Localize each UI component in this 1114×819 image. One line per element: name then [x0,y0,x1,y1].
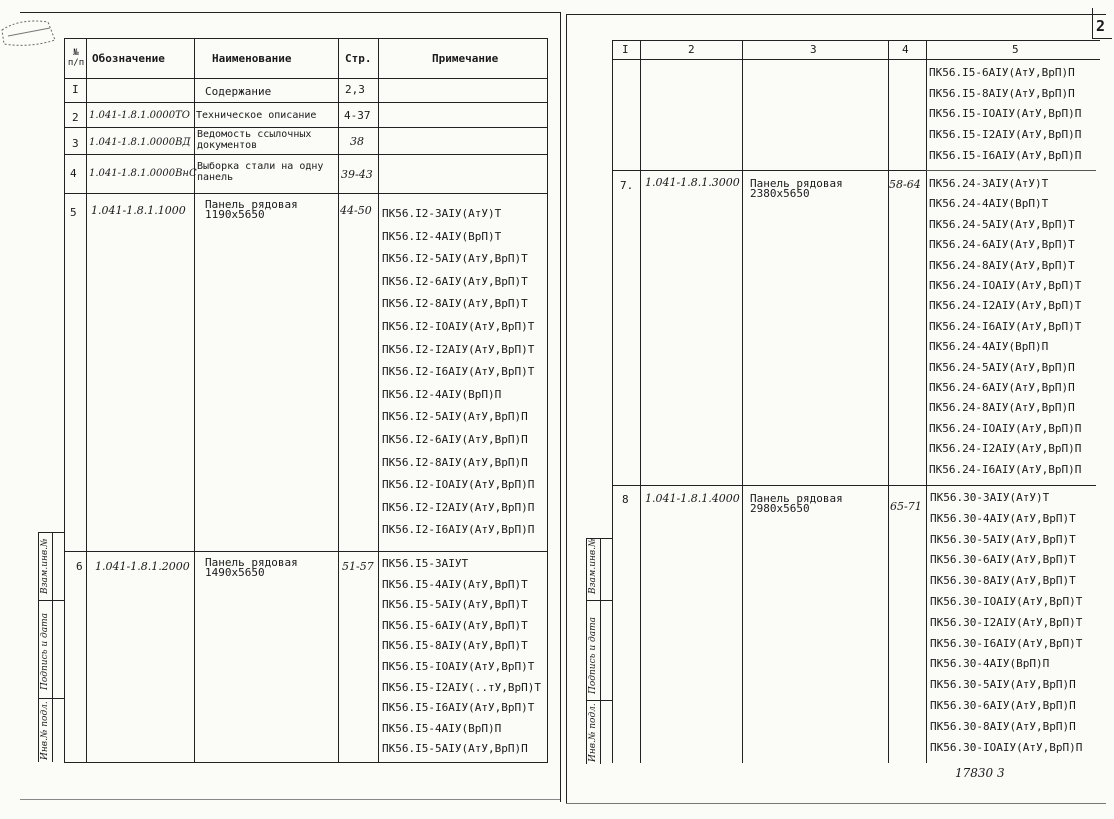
note-item: ПК56.30-3АIУ(АтУ)Т [930,491,1050,504]
row-num: I [72,83,79,96]
row-page: 2,3 [345,83,365,96]
side-stamp-label: Подпись и дата [588,617,598,694]
row-page: 39-43 [341,168,373,181]
note-item: ПК56.24-8АIУ(АтУ,ВрП)П [929,401,1075,415]
note-item: ПК56.24-6АIУ(АтУ,ВрП)П [929,381,1075,394]
note-item: ПК56.24-6АIУ(АтУ,ВрП)Т [929,238,1075,252]
note-item: ПК56.I5-8АIУ(АтУ,ВрП)П [929,86,1075,100]
note-item: ПК56.I2-IОАIУ(АтУ,ВрП)Т [382,320,535,333]
row-num: 4 [70,167,77,180]
note-item: ПК56.I2-3АIУ(АтУ)Т [382,207,502,220]
header-col: 2 [688,43,695,56]
note-item: ПК56.I5-IОАIУ(АтУ,ВрП)Т [382,660,535,673]
note-item: ПК56.I5-6АIУ(АтУ,ВрП)П [929,66,1075,79]
row-designation: 1.041-1.8.1.0000ВД [89,137,191,148]
note-item: ПК56.I2-6АIУ(АтУ,ВрП)П [382,433,528,446]
note-item: ПК56.24-IОАIУ(АтУ,ВрП)Т [929,279,1082,292]
stamp-mark [0,0,70,55]
note-item: ПК56.I5-5АIУ(АтУ,ВрП)П [382,742,528,756]
note-item: ПК56.I2-I6АIУ(АтУ,ВрП)Т [382,365,535,379]
row-name: Панель рядовая 1190x5650 [205,198,298,221]
side-stamp-label: Инв.№ подл. [588,703,598,762]
note-item: ПК56.30-8АIУ(АтУ,ВрП)Т [930,574,1076,588]
row-designation: 1.041-1.8.1.4000 [645,492,740,505]
note-item: ПК56.I2-5АIУ(АтУ,ВрП)П [382,410,528,424]
row-page: 65-71 [890,500,922,513]
note-item: ПК56.24-5АIУ(АтУ,ВрП)П [929,360,1075,374]
row-page: 44-50 [340,204,372,217]
header-designation: Обозначение [92,52,165,65]
row-name: Панель рядовая 2380x5650 [750,177,843,200]
note-item: ПК56.30-IОАIУ(АтУ,ВрП)П [930,740,1083,754]
note-item: ПК56.I5-I6АIУ(АтУ,ВрП)П [929,148,1082,162]
row-designation: 1.041-1.8.1.3000 [645,176,740,189]
note-item: ПК56.30-I6АIУ(АтУ,ВрП)Т [930,636,1083,650]
note-item: ПК56.I2-4АIУ(ВрП)П [382,387,502,401]
side-stamp-label: Инв.№ подл. [40,701,50,760]
page-number: 2 [1096,17,1106,35]
header-col: 5 [1012,43,1019,56]
row-page: 51-57 [342,560,374,573]
note-item: ПК56.I2-I2АIУ(АтУ,ВрП)П [382,500,535,514]
row-num: 5 [70,206,77,219]
row-name: Выборка стали на одну панель [197,161,324,183]
note-item: ПК56.24-5АIУ(АтУ,ВрП)Т [929,217,1075,231]
row-num: 8 [622,493,629,506]
note-item: ПК56.24-8АIУ(АтУ,ВрП)Т [929,258,1075,272]
note-item: ПК56.24-4АIУ(ВрП)П [929,340,1049,354]
note-item: ПК56.30-IОАIУ(АтУ,ВрП)Т [930,595,1083,608]
row-name: Содержание [205,85,272,98]
note-item: ПК56.24-I6АIУ(АтУ,ВрП)П [929,462,1082,476]
note-item: ПК56.I5-IОАIУ(АтУ,ВрП)П [929,107,1082,121]
header-num: № п/п [67,48,85,68]
note-item: ПК56.30-6АIУ(АтУ,ВрП)П [930,699,1076,712]
note-item: ПК56.I5-3АIУТ [382,557,469,570]
note-item: ПК56.I2-I2АIУ(АтУ,ВрП)Т [382,342,535,356]
header-page: Стр. [345,52,372,65]
note-item: ПК56.30-4АIУ(АтУ,ВрП)Т [930,511,1076,525]
note-item: ПК56.24-I2АIУ(АтУ,ВрП)Т [929,299,1082,313]
row-page: 58-64 [889,178,921,191]
note-item: ПК56.I2-6АIУ(АтУ,ВрП)Т [382,274,528,288]
note-item: ПК56.I5-I6АIУ(АтУ,ВрП)Т [382,701,535,715]
note-item: ПК56.24-I2АIУ(АтУ,ВрП)П [929,442,1082,456]
note-item: ПК56.I2-I6АIУ(АтУ,ВрП)П [382,523,535,537]
row-name: Ведомость ссылочных документов [197,129,312,151]
row-designation: 1.041-1.8.1.2000 [95,560,190,573]
side-stamp-label: Взам.инв.№ [588,538,598,594]
header-col: 3 [810,43,817,56]
note-item: ПК56.I2-8АIУ(АтУ,ВрП)П [382,455,528,469]
note-item: ПК56.I5-5АIУ(АтУ,ВрП)Т [382,598,528,612]
row-page: 4-37 [344,109,371,122]
header-name: Наименование [212,52,292,65]
header-col: I [622,43,629,56]
note-item: ПК56.I2-IОАIУ(АтУ,ВрП)П [382,478,535,492]
note-item: ПК56.24-IОАIУ(АтУ,ВрП)П [929,421,1082,435]
row-num: 6 [76,560,83,573]
header-note: Примечание [432,52,499,65]
note-item: ПК56.I5-I2АIУ(..тУ,ВрП)Т [382,680,541,694]
row-designation: 1.041-1.8.1.0000ТО [89,110,190,121]
note-item: ПК56.I5-I2АIУ(АтУ,ВрП)П [929,128,1082,142]
header-col: 4 [902,43,909,56]
note-item: ПК56.30-I2АIУ(АтУ,ВрП)Т [930,615,1083,629]
row-designation: 1.041-1.8.1.1000 [91,204,186,217]
note-item: ПК56.24-I6АIУ(АтУ,ВрП)Т [929,319,1082,333]
note-item: ПК56.30-5АIУ(АтУ,ВрП)П [930,678,1076,692]
note-item: ПК56.24-4АIУ(ВрП)Т [929,197,1049,211]
row-name: Техническое описание [196,110,317,121]
footer-stamp: 17830 3 [955,766,1005,780]
note-item: ПК56.30-8АIУ(АтУ,ВрП)П [930,719,1076,733]
side-stamp-label: Взам.инв.№ [40,538,50,594]
row-designation: 1.041-1.8.1.0000ВнС [89,168,197,179]
note-item: ПК56.I5-4АIУ(АтУ,ВрП)Т [382,577,528,591]
row-page: 38 [350,135,364,148]
row-num: 3 [72,137,79,150]
note-item: ПК56.30-6АIУ(АтУ,ВрП)Т [930,553,1076,567]
note-item: ПК56.I5-8АIУ(АтУ,ВрП)Т [382,639,528,653]
note-item: ПК56.I5-6АIУ(АтУ,ВрП)Т [382,618,528,632]
row-num: 2 [72,111,79,124]
note-item: ПК56.24-3АIУ(АтУ)Т [929,177,1049,190]
row-num: 7. [620,179,634,192]
note-item: ПК56.I2-5АIУ(АтУ,ВрП)Т [382,252,528,266]
side-stamp-label: Подпись и дата [40,613,50,690]
row-name: Панель рядовая 1490x5650 [205,556,298,579]
note-item: ПК56.30-4АIУ(ВрП)П [930,657,1050,671]
note-item: ПК56.30-5АIУ(АтУ,ВрП)Т [930,532,1076,546]
note-item: ПК56.I2-4АIУ(ВрП)Т [382,229,502,243]
row-name: Панель рядовая 2980x5650 [750,492,843,515]
note-item: ПК56.I2-8АIУ(АтУ,ВрП)Т [382,297,528,311]
note-item: ПК56.I5-4АIУ(ВрП)П [382,721,502,735]
